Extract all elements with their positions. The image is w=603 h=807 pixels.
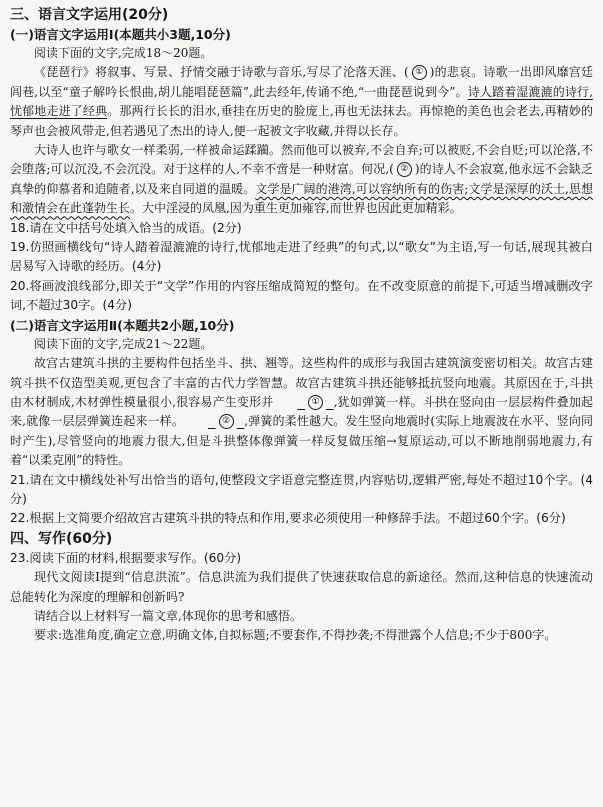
section-3-title: 三、语言文字运用(20分) bbox=[10, 7, 169, 23]
passage-text: 。大中淫浸的凤凰,因为重生更加雍容,而世界也因此更加精彩。 bbox=[130, 201, 462, 216]
underlined-sentence: 诗人踏着湿漉漉的诗行,忧郁地走进了经典 bbox=[10, 84, 593, 119]
blank-marker: ① bbox=[412, 65, 427, 80]
question-20: 20.将画波浪线部分,即关于“文学”作用的内容压缩成简短的整句。在不改变原意的前提下,可适当增减删改字词,不超过30字。(4分) bbox=[10, 278, 593, 313]
question-21: 21.请在文中横线处补写出恰当的语句,使整段文字语意完整连贯,内容贴切,逻辑严密,每处不超过10个字。(4分) bbox=[10, 472, 593, 506]
passage-text: 。那两行长长的泪水,垂挂在历史的脸庞上,再也无法抹去。再惊艳的美色也会老去,再精妙的琴声也会被风带走,但若遇见了杰出的诗人,便一起被文字收藏,并得以长存。 bbox=[10, 104, 593, 138]
passage-text: 大诗人也许与歌女一样柔弱,一样被命运蹂躏。然而他可以被弃,不会自弃;可以被贬,不会自贬;可以沦落,不会堕落;可以沉没,不会沉没。对于这样的人,不幸不啻是一种财富。何况,( bbox=[10, 143, 593, 177]
blank-marker: ② bbox=[397, 162, 412, 177]
section-4-title: 四、写作(60分) bbox=[10, 530, 113, 547]
passage-text: )的诗人不会寂寞,他永远不会缺乏真挚的仰慕者和追随者,以及来自同道的温暖。 bbox=[10, 162, 594, 196]
passage-text: )的悲哀。诗歌一出即风靡宫廷闾巷,以至“童子解吟长恨曲,胡儿能唱琵琶篇”,此去经年,传诵不绝,“一曲琵琶说到今”。 bbox=[10, 65, 594, 99]
passage-text: ,犹如弹簧一样。斗拱在竖向由一层层构件叠加起来,就像一层层弹簧连起来一样。 bbox=[10, 394, 593, 429]
passage-2-paragraph bbox=[10, 354, 593, 470]
passage-text: ,弹簧的柔性越大。发生竖向地震时(实际上地震波在水平、竖向同时产生),尽管竖向的地震力很大,但是斗拱整体像弹簧一样反复做压缩→复原运动,可以不断地削弱地震力,有着“以柔克刚”的特性。 bbox=[10, 414, 593, 468]
blank-marker: ① bbox=[308, 395, 323, 410]
writing-requirements: 要求:选准角度,确定立意,明确文体,自拟标题;不要套作,不得抄袭;不得泄露个人信息;不少于800字。 bbox=[34, 628, 557, 643]
blank-marker: ② bbox=[219, 414, 234, 429]
part-2-instruction: 阅读下面的文字,完成21～22题。 bbox=[34, 336, 213, 351]
passage-1-paragraph-2 bbox=[10, 141, 593, 219]
question-23: 23.阅读下面的材料,根据要求写作。(60分) bbox=[10, 550, 242, 565]
part-1-instruction: 阅读下面的文字,完成18～20题。 bbox=[34, 46, 213, 60]
passage-text: 故宫古建筑斗拱的主要构件包括坐斗、拱、翘等。这些构件的成形与我国古建筑演变密切相关。故宫古建筑斗拱不仅造型美观,更包含了丰富的古代力学智慧。故宫古建筑斗拱还能够抵抗竖向地震。其原因在于,斗拱由木材制成,木材弹性模量很小,很容易产生变形并 bbox=[10, 356, 593, 409]
fill-blank-1 bbox=[273, 393, 333, 412]
question-18: 18.请在文中括号处填入恰当的成语。(2分) bbox=[10, 220, 242, 235]
writing-task: 请结合以上材料写一篇文章,体现你的思考和感悟。 bbox=[34, 608, 302, 623]
fill-blank-2 bbox=[184, 412, 244, 431]
part-2-heading: (二)语言文字运用Ⅱ(本题共2小题,10分) bbox=[10, 317, 235, 333]
question-19: 19.仿照画横线句“诗人踏着湿漉漉的诗行,忧郁地走进了经典”的句式,以“歌女”为主语,写一句话,展现其被白居易写入诗歌的经历。(4分) bbox=[10, 240, 593, 274]
passage-1-paragraph-1 bbox=[10, 63, 593, 141]
part-1-heading: (一)语言文字运用Ⅰ(本题共小3题,10分) bbox=[10, 27, 231, 42]
writing-material: 现代文阅读Ⅰ提到“信息洪流”。信息洪流为我们提供了快速获取信息的新途径。然而,这种信息的快速流动总能转化为深度的理解和创新吗? bbox=[10, 570, 593, 604]
question-22: 22.根据上文简要介绍故宫古建筑斗拱的特点和作用,要求必须使用一种修辞手法。不超过60个字。(6分) bbox=[10, 511, 566, 526]
passage-text: 《琵琶行》将叙事、写景、抒情交融于诗歌与音乐,写尽了沦落天涯、( bbox=[34, 65, 409, 80]
wavy-underlined-sentence: 文学是广阔的港湾,可以容纳所有的伤害;文学是深厚的沃土,思想和激情会在此蓬勃生长 bbox=[10, 181, 593, 216]
